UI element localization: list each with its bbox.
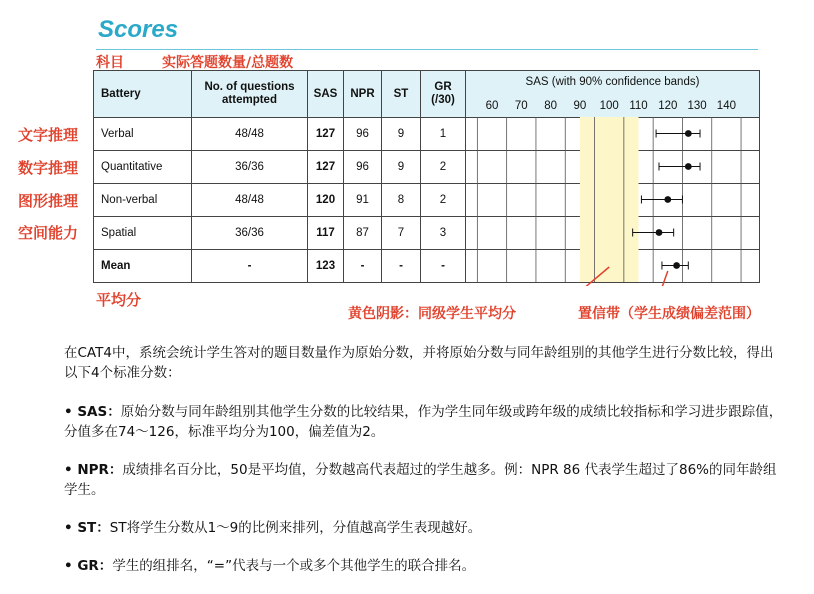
note-term: • NPR： [64, 462, 123, 478]
annotation-confidence-band: 置信带（学生成绩偏差范围） [578, 306, 760, 322]
cell-gr: 2 [421, 151, 466, 184]
cell-gr: 3 [421, 217, 466, 250]
tick-label: 110 [629, 100, 648, 112]
table-row-mean [94, 250, 760, 283]
table-row [94, 151, 760, 184]
annotation-quantitative: 数字推理 [18, 159, 79, 177]
annotation-spatial: 空间能力 [18, 224, 79, 242]
cell-questions: 36/36 [192, 217, 308, 250]
note-gr [64, 556, 784, 576]
note-term: • GR： [64, 558, 113, 574]
note-sas [64, 402, 784, 442]
tick-label: 70 [514, 100, 528, 112]
cell-chart [466, 250, 760, 283]
cell-npr: 96 [344, 118, 382, 151]
cell-questions: 48/48 [192, 118, 308, 151]
annotation-subject: 科目 [96, 55, 124, 71]
cell-sas: 127 [308, 151, 344, 184]
tick-label: 60 [485, 100, 499, 112]
table-row [94, 118, 760, 151]
cell-battery: Verbal [94, 118, 192, 151]
cell-sas: 123 [308, 250, 344, 283]
note-st [64, 518, 784, 538]
header-npr: NPR [344, 71, 382, 118]
header-battery: Battery [94, 71, 192, 118]
table-row [94, 217, 760, 250]
cell-sas: 117 [308, 217, 344, 250]
cell-npr: 96 [344, 151, 382, 184]
annotation-nonverbal: 图形推理 [18, 192, 79, 210]
cell-sas: 127 [308, 118, 344, 151]
cell-npr: - [344, 250, 382, 283]
cell-chart [466, 118, 760, 151]
cell-battery: Spatial [94, 217, 192, 250]
annotation-yellow-shade: 黄色阴影：同级学生平均分 [348, 306, 516, 322]
page-title: Scores [98, 16, 179, 43]
table-row [94, 184, 760, 217]
note-text: ST将学生分数从1～9的比例来排列，分值越高学生表现越好。 [109, 520, 482, 536]
annotation-mean: 平均分 [96, 291, 142, 309]
tick-label: 120 [658, 100, 678, 112]
note-text: 学生的组排名，“=”代表与一个或多个其他学生的联合排名。 [112, 558, 476, 574]
cell-gr: 2 [421, 184, 466, 217]
cell-battery: Mean [94, 250, 192, 283]
cell-st: 7 [382, 217, 421, 250]
cell-gr: 1 [421, 118, 466, 151]
annotation-answered-total: 实际答题数量/总题数 [162, 55, 294, 71]
cell-chart [466, 217, 760, 250]
cell-sas: 120 [308, 184, 344, 217]
note-text: 原始分数与同年龄组别其他学生分数的比较结果，作为学生同年级或跨年级的成绩比较指标和学习进步跟踪值，分值多在74～126，标准平均分为100，偏差值为2。 [64, 404, 783, 440]
annotation-verbal: 文字推理 [18, 126, 79, 144]
cell-battery: Non-verbal [94, 184, 192, 217]
tick-label: 80 [544, 100, 557, 112]
cell-battery: Quantitative [94, 151, 192, 184]
tick-label: 130 [687, 100, 707, 112]
note-term: • SAS： [64, 404, 121, 420]
note-npr [64, 460, 784, 500]
title-divider [96, 49, 758, 50]
table-header-row [94, 71, 760, 118]
header-questions: No. of questions attempted [192, 71, 308, 118]
cell-chart [466, 184, 760, 217]
tick-label: 90 [573, 100, 587, 112]
note-term: • ST： [64, 520, 110, 536]
cell-questions: 36/36 [192, 151, 308, 184]
tick-label: 140 [716, 100, 736, 112]
chart-title: SAS (with 90% confidence bands) [525, 76, 700, 88]
cell-gr: - [421, 250, 466, 283]
cell-st: 8 [382, 184, 421, 217]
header-gr-line1: GR [434, 81, 452, 93]
notes-intro: 在CAT4中，系统会统计学生答对的题目数量作为原始分数，并将原始分数与同年龄组别的其他学生进行分数比较，得出以下4个标准分数： [64, 345, 774, 381]
header-chart [466, 71, 760, 118]
note-text: 成绩排名百分比，50是平均值，分数越高代表超过的学生越多。例：NPR 86 代表学生超过了86%的同年龄组学生。 [64, 462, 777, 498]
cell-st: 9 [382, 118, 421, 151]
cell-st: - [382, 250, 421, 283]
cell-npr: 91 [344, 184, 382, 217]
header-sas: SAS [308, 71, 344, 118]
scores-table [93, 70, 760, 283]
tick-label: 100 [599, 100, 619, 112]
header-st: ST [382, 71, 421, 118]
notes-section [64, 343, 784, 594]
cell-questions: 48/48 [192, 184, 308, 217]
header-gr-line2: (/30) [431, 94, 455, 106]
cell-questions: - [192, 250, 308, 283]
cell-st: 9 [382, 151, 421, 184]
header-gr [421, 71, 466, 118]
cell-npr: 87 [344, 217, 382, 250]
cell-chart [466, 151, 760, 184]
